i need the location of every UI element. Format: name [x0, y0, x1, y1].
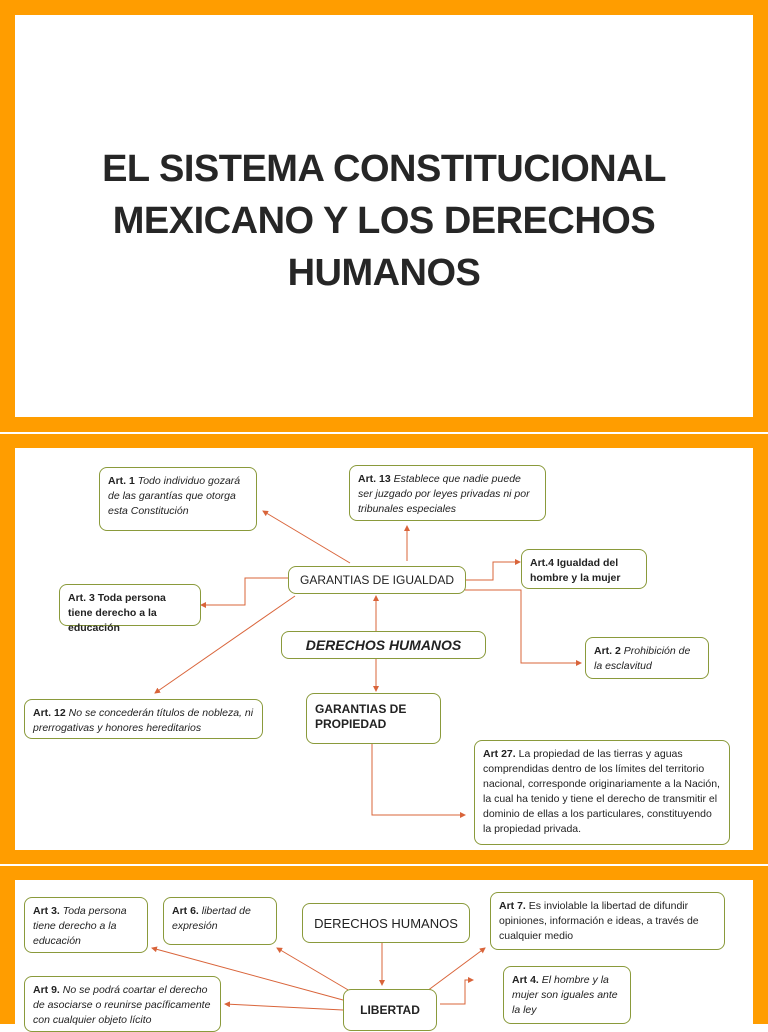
art3-ref: Art. 3 — [68, 592, 95, 604]
slide-title — [15, 143, 753, 299]
art4-box — [521, 549, 647, 589]
art27-box — [474, 740, 730, 845]
art1-ref: Art. 1 — [108, 475, 135, 487]
art13-ref: Art. 13 — [358, 473, 391, 485]
art6-text: libertad de expresión — [172, 905, 251, 932]
igualdad-slide — [0, 434, 768, 864]
art4-ref: Art.4 — [530, 557, 554, 569]
garantias-propiedad-label: GARANTIAS DE PROPIEDAD — [315, 702, 407, 731]
libertad-slide — [0, 866, 768, 1024]
garantias-igualdad-box — [288, 566, 466, 594]
art4-text: Igualdad del hombre y la mujer — [530, 557, 621, 584]
garantias-igualdad-label: GARANTIAS DE IGUALDAD — [299, 572, 455, 587]
art2-box — [585, 637, 709, 679]
art9-ref: Art 9. — [33, 984, 60, 996]
title-line-3: HUMANOS — [287, 252, 481, 294]
art13-box — [349, 465, 546, 521]
art4-libertad-box — [503, 966, 631, 1024]
art6-ref: Art 6. — [172, 905, 199, 917]
art7-box — [490, 892, 725, 950]
art12-ref: Art. 12 — [33, 707, 66, 719]
derechos-humanos-label: DERECHOS HUMANOS — [305, 636, 462, 653]
libertad-box — [343, 989, 437, 1031]
art12-box — [24, 699, 263, 739]
derechos-humanos-box-2 — [302, 903, 470, 943]
derechos-humanos-label-2: DERECHOS HUMANOS — [314, 915, 458, 931]
art27-text: La propiedad de las tierras y aguas comprendidas dentro de los límites del territorio nacional, corresponde originariamente a la Nación, la cual ha tenido y tiene el derecho de transmitir el dominio de ellas a los particulares, constituyendo la propiedad privada. — [483, 748, 720, 835]
art13-text: Establece que nadie puede ser juzgado por leyes privadas ni por tribunales especiales — [358, 473, 530, 515]
art3-box — [59, 584, 201, 634]
title-line-1: EL SISTEMA CONSTITUCIONAL — [102, 148, 666, 190]
art3-text: Toda persona tiene derecho a la educación — [68, 592, 166, 634]
art27-ref: Art 27. — [483, 748, 516, 760]
art4-libertad-text: El hombre y la mujer son iguales ante la ley — [512, 974, 618, 1016]
art2-text: Prohibición de la esclavitud — [594, 645, 691, 672]
art7-text: Es inviolable la libertad de difundir opiniones, información e ideas, a través de cualquier medio — [499, 900, 699, 942]
art2-ref: Art. 2 — [594, 645, 621, 657]
art3-libertad-box — [24, 897, 148, 953]
art4-libertad-ref: Art 4. — [512, 974, 539, 986]
libertad-label: LIBERTAD — [360, 1002, 420, 1017]
art9-text: No se podrá coartar el derecho de asociarse o reunirse pacíficamente con cualquier objeto lícito — [33, 984, 211, 1026]
art3-libertad-ref: Art 3. — [33, 905, 60, 917]
title-line-2: MEXICANO Y LOS DERECHOS — [112, 200, 656, 242]
derechos-humanos-box — [281, 631, 486, 659]
art12-text: No se concederán títulos de nobleza, ni prerrogativas y honores hereditarios — [33, 707, 254, 734]
igualdad-slide-panel — [15, 448, 753, 850]
art1-text: Todo individuo gozará de las garantías que otorga esta Constitución — [108, 475, 241, 517]
libertad-slide-panel — [15, 880, 753, 1030]
art7-ref: Art 7. — [499, 900, 526, 912]
title-slide-panel — [15, 15, 753, 417]
art3-libertad-text: Toda persona tiene derecho a la educación — [33, 905, 127, 947]
art1-box — [99, 467, 257, 531]
art6-box — [163, 897, 277, 945]
garantias-propiedad-box — [306, 693, 441, 744]
title-slide — [0, 0, 768, 432]
